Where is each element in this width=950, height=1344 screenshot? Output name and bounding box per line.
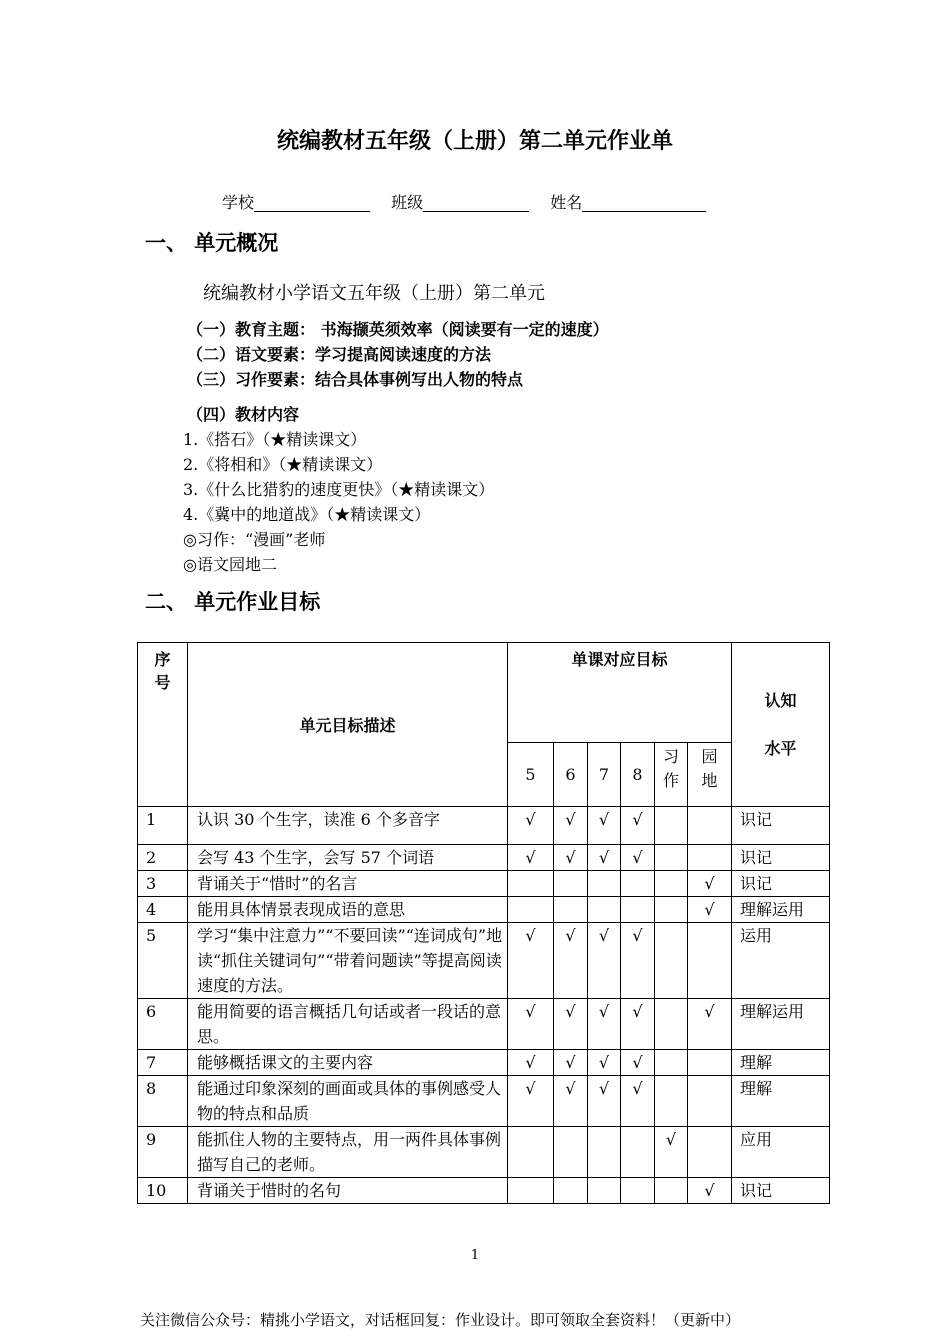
content-item: ◎习作：“漫画”老师: [183, 530, 326, 549]
header-writing: 习 作: [655, 743, 688, 807]
content-item: 1.《搭石》（★精读课文）: [183, 430, 367, 449]
table-row: 6 能用简要的语言概括几句话或者一段话的意思。 √ √ √ √ √ 理解运用: [138, 999, 830, 1050]
name-label: 姓名: [550, 193, 583, 212]
table-row: 3 背诵关于“惜时”的名言 √ 识记: [138, 871, 830, 897]
goals-table: [137, 642, 830, 1204]
header-description: 单元目标描述: [188, 643, 508, 807]
section1-heading: 一、 单元概况: [145, 231, 279, 255]
header-lesson-goals: 单课对应目标: [508, 643, 732, 743]
header-lesson-5: 5: [508, 743, 554, 807]
content-item: 3.《什么比猎豹的速度更快》（★精读课文）: [183, 480, 495, 499]
section2-heading: 二、 单元作业目标: [145, 590, 321, 614]
header-lesson-6: 6: [554, 743, 588, 807]
content-heading: （四）教材内容: [187, 405, 300, 424]
table-row: 2 会写 43 个生字，会写 57 个词语 √ √ √ √ 识记: [138, 845, 830, 871]
school-blank[interactable]: [254, 193, 370, 212]
table-row: 8 能通过印象深刻的画面或具体的事例感受人物的特点和品质 √ √ √ √ 理解: [138, 1076, 830, 1127]
table-row: 10 背诵关于惜时的名句 √ 识记: [138, 1178, 830, 1204]
language-element: （二）语文要素：学习提高阅读速度的方法: [187, 345, 492, 364]
class-blank[interactable]: [423, 193, 529, 212]
document-title: 统编教材五年级（上册）第二单元作业单: [276, 129, 673, 154]
header-index: 序 号: [138, 643, 188, 807]
class-label: 班级: [391, 193, 424, 212]
header-lesson-7: 7: [588, 743, 621, 807]
content-item: 2.《将相和》（★精读课文）: [183, 455, 383, 474]
name-blank[interactable]: [582, 193, 706, 212]
unit-subtitle: 统编教材小学语文五年级（上册）第二单元: [203, 283, 545, 304]
content-item: ◎语文园地二: [183, 555, 277, 574]
table-row: 7 能够概括课文的主要内容 √ √ √ √ 理解: [138, 1050, 830, 1076]
page-number: 1: [470, 1248, 480, 1263]
header-lesson-8: 8: [621, 743, 655, 807]
content-item: 4.《冀中的地道战》（★精读课文）: [183, 505, 431, 524]
footer-note: 关注微信公众号：精挑小学语文，对话框回复：作业设计。即可领取全套资料！（更新中）: [140, 1311, 741, 1329]
student-info-line: [222, 190, 706, 213]
table-row: 4 能用具体情景表现成语的意思 √ 理解运用: [138, 897, 830, 923]
writing-element: （三）习作要素：结合具体事例写出人物的特点: [187, 370, 524, 389]
school-label: 学校: [222, 193, 255, 212]
table-row: 1 认识 30 个生字，读准 6 个多音字 √ √ √ √ 识记: [138, 807, 830, 845]
header-garden: 园 地: [688, 743, 732, 807]
table-row: 5 学习“集中注意力”“不要回读”“连词成句”地读“抓住关键词句”“带着问题读”等提高阅读速度的方法。 √ √ √ √ 运用: [138, 923, 830, 999]
table-row: 9 能抓住人物的主要特点，用一两件具体事例描写自己的老师。 √ 应用: [138, 1127, 830, 1178]
header-cognitive-level: 认知 水平: [732, 643, 830, 807]
education-theme: （一）教育主题： 书海撷英须效率（阅读要有一定的速度）: [187, 320, 609, 339]
